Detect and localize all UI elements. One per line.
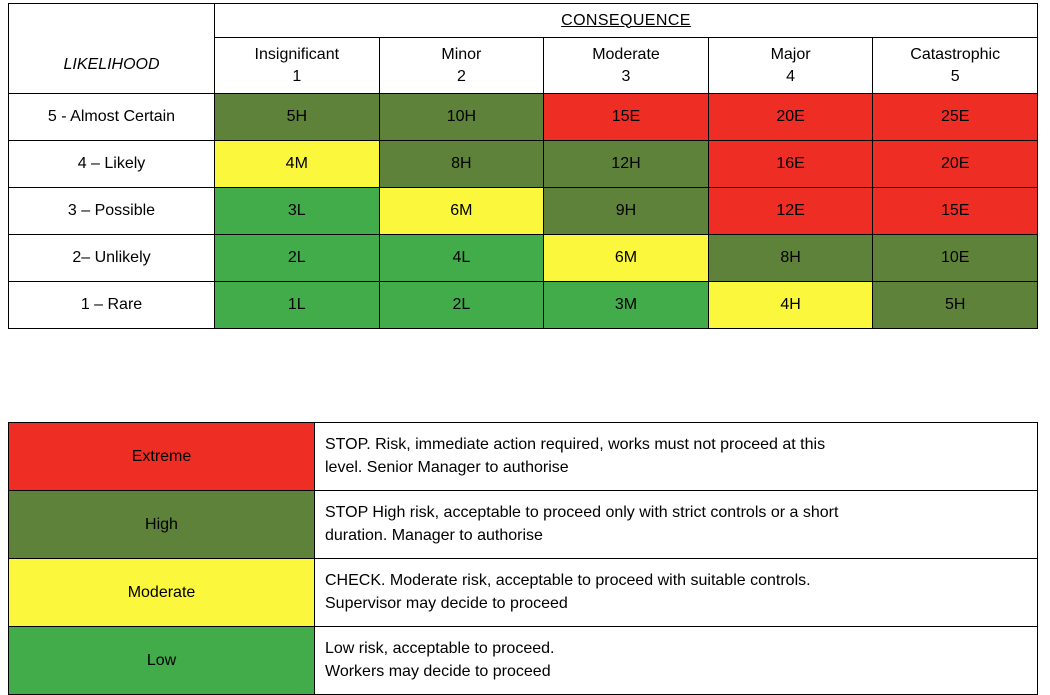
risk-cell: 8H bbox=[379, 141, 544, 188]
legend-description-moderate bbox=[315, 559, 1038, 627]
risk-cell: 5H bbox=[873, 282, 1038, 329]
risk-cell: 12H bbox=[544, 141, 709, 188]
consequence-level-3 bbox=[544, 38, 709, 94]
risk-cell: 15E bbox=[873, 188, 1038, 235]
consequence-level-1-number: 1 bbox=[292, 67, 302, 85]
risk-cell: 9H bbox=[544, 188, 709, 235]
matrix-corner-cell bbox=[9, 4, 215, 38]
risk-cell: 4M bbox=[215, 141, 380, 188]
risk-legend-table bbox=[8, 422, 1038, 695]
likelihood-row-label-5: 5 - Almost Certain bbox=[9, 94, 215, 141]
legend-description-line: STOP High risk, acceptable to proceed only with strict controls or a short bbox=[325, 503, 839, 521]
likelihood-header: LIKELIHOOD bbox=[9, 38, 215, 94]
risk-cell: 16E bbox=[708, 141, 873, 188]
likelihood-row-label-3: 3 – Possible bbox=[9, 188, 215, 235]
consequence-level-2 bbox=[379, 38, 544, 94]
risk-cell: 3M bbox=[544, 282, 709, 329]
matrix-row bbox=[9, 141, 1038, 188]
legend-description-line: level. Senior Manager to authorise bbox=[325, 459, 569, 476]
consequence-level-4 bbox=[708, 38, 873, 94]
consequence-header-label: CONSEQUENCE bbox=[561, 11, 691, 29]
risk-cell: 6M bbox=[544, 235, 709, 282]
risk-cell: 12E bbox=[708, 188, 873, 235]
legend-level-low: Low bbox=[9, 627, 315, 695]
risk-cell: 10E bbox=[873, 235, 1038, 282]
consequence-header bbox=[215, 4, 1038, 38]
legend-description-line: Low risk, acceptable to proceed. bbox=[325, 639, 555, 657]
consequence-level-3-name: Moderate bbox=[592, 45, 660, 63]
risk-cell: 15E bbox=[544, 94, 709, 141]
legend-description-extreme bbox=[315, 423, 1038, 491]
risk-cell: 2L bbox=[215, 235, 380, 282]
risk-cell: 5H bbox=[215, 94, 380, 141]
risk-cell: 4H bbox=[708, 282, 873, 329]
legend-level-moderate: Moderate bbox=[9, 559, 315, 627]
risk-cell: 20E bbox=[873, 141, 1038, 188]
consequence-level-4-number: 4 bbox=[786, 67, 796, 85]
risk-cell: 1L bbox=[215, 282, 380, 329]
matrix-header-row-top bbox=[9, 4, 1038, 38]
consequence-level-5-number: 5 bbox=[950, 67, 960, 85]
consequence-level-5-name: Catastrophic bbox=[910, 45, 1001, 63]
consequence-level-2-number: 2 bbox=[456, 67, 466, 85]
legend-description-high bbox=[315, 491, 1038, 559]
risk-cell: 3L bbox=[215, 188, 380, 235]
risk-cell: 20E bbox=[708, 94, 873, 141]
likelihood-row-label-4: 4 – Likely bbox=[9, 141, 215, 188]
legend-level-high: High bbox=[9, 491, 315, 559]
risk-cell: 2L bbox=[379, 282, 544, 329]
legend-description-line: CHECK. Moderate risk, acceptable to proceed with suitable controls. bbox=[325, 571, 811, 589]
matrix-row bbox=[9, 94, 1038, 141]
legend-row bbox=[9, 423, 1038, 491]
matrix-row bbox=[9, 188, 1038, 235]
legend-level-extreme: Extreme bbox=[9, 423, 315, 491]
matrix-row bbox=[9, 235, 1038, 282]
legend-description-low bbox=[315, 627, 1038, 695]
likelihood-row-label-2: 2– Unlikely bbox=[9, 235, 215, 282]
legend-description-line: Supervisor may decide to proceed bbox=[325, 595, 568, 612]
likelihood-row-label-1: 1 – Rare bbox=[9, 282, 215, 329]
consequence-level-1 bbox=[215, 38, 380, 94]
risk-cell: 10H bbox=[379, 94, 544, 141]
legend-row bbox=[9, 491, 1038, 559]
consequence-level-3-number: 3 bbox=[621, 67, 631, 85]
consequence-level-5 bbox=[873, 38, 1038, 94]
consequence-level-4-name: Major bbox=[770, 45, 811, 63]
matrix-header-row-levels bbox=[9, 38, 1038, 94]
legend-row bbox=[9, 627, 1038, 695]
legend-row bbox=[9, 559, 1038, 627]
risk-cell: 25E bbox=[873, 94, 1038, 141]
risk-cell: 6M bbox=[379, 188, 544, 235]
risk-cell: 8H bbox=[708, 235, 873, 282]
matrix-row bbox=[9, 282, 1038, 329]
risk-cell: 4L bbox=[379, 235, 544, 282]
consequence-level-1-name: Insignificant bbox=[254, 45, 340, 63]
legend-description-line: duration. Manager to authorise bbox=[325, 527, 543, 544]
legend-description-line: Workers may decide to proceed bbox=[325, 663, 551, 680]
risk-matrix-table bbox=[8, 3, 1038, 329]
consequence-level-2-name: Minor bbox=[441, 45, 482, 63]
legend-description-line: STOP. Risk, immediate action required, works must not proceed at this bbox=[325, 435, 826, 453]
